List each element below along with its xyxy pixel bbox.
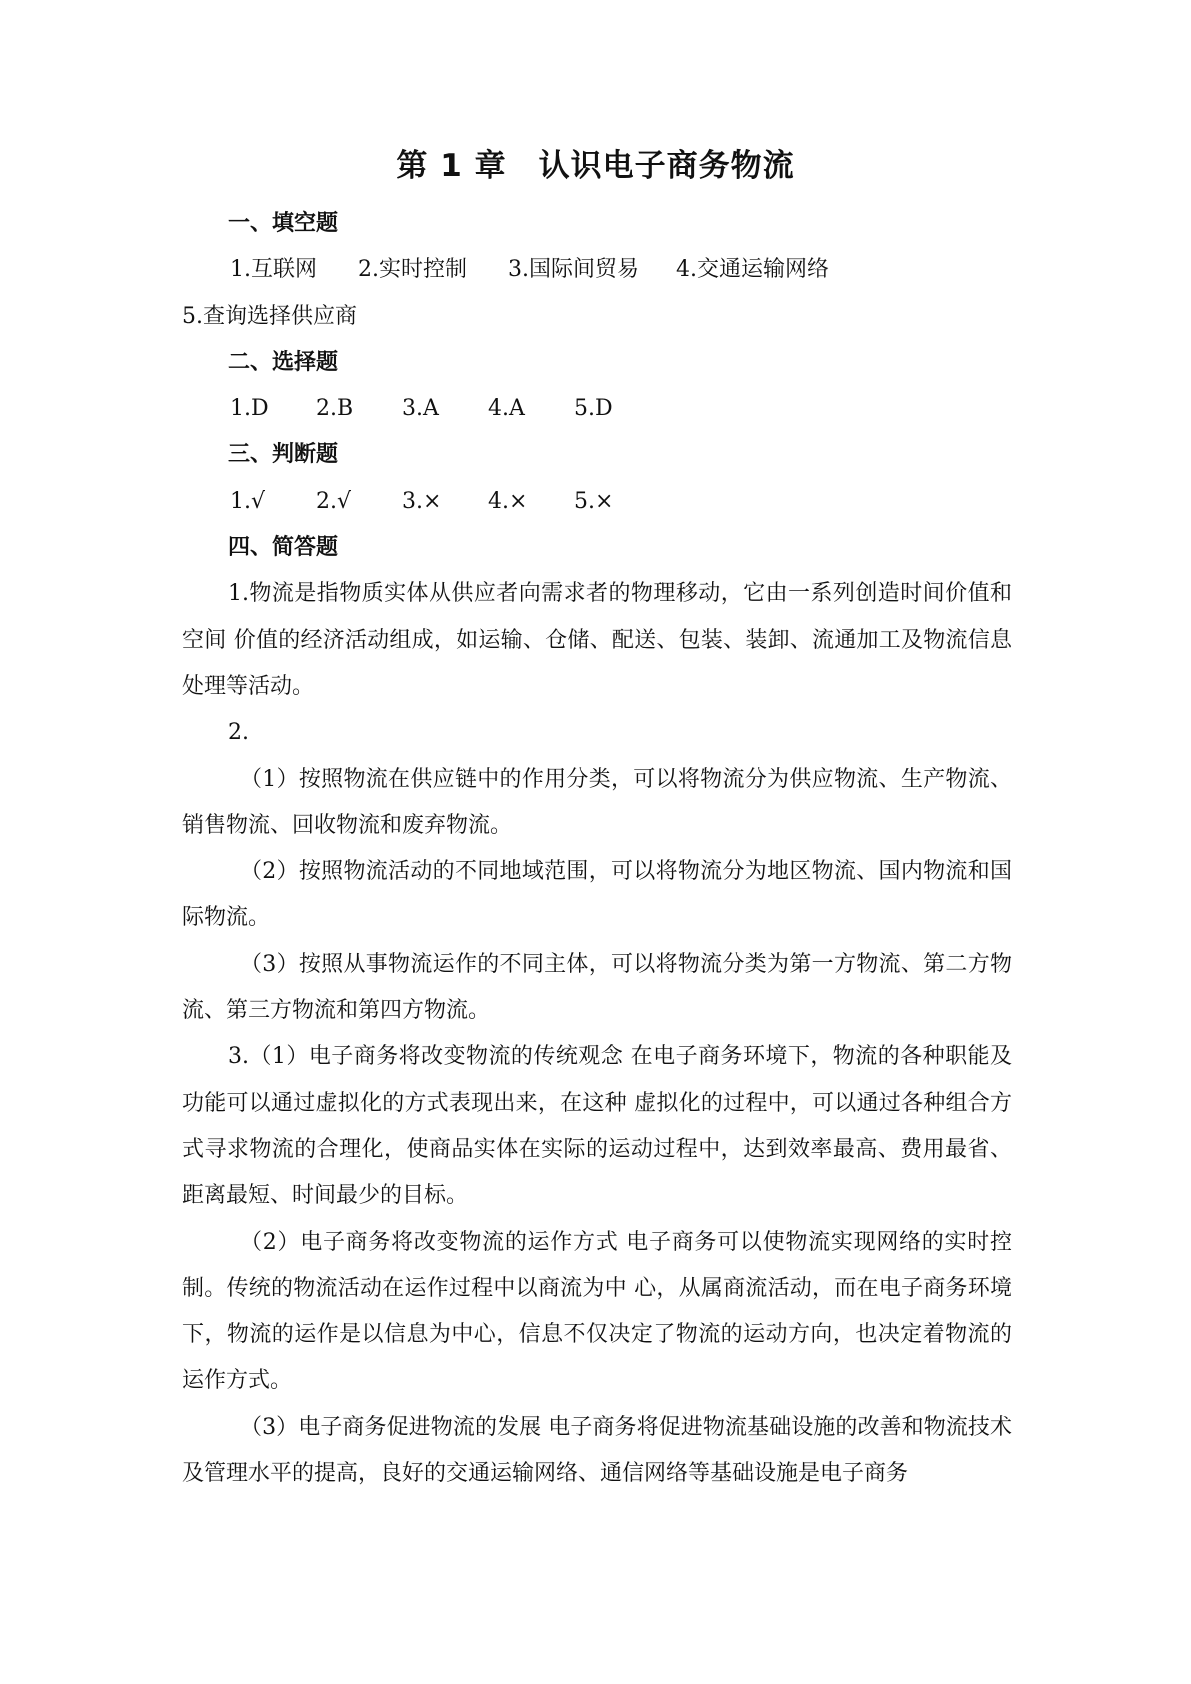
fill-blank-answer-5: 5.查询选择供应商	[182, 303, 357, 329]
short-answer-2-item: （2）按照物流活动的不同地域范围，可以将物流分为地区物流、国内物流和国际物流。	[182, 859, 1012, 931]
choice-answer: 3.A	[402, 396, 439, 422]
choice-answer: 5.D	[574, 396, 613, 422]
short-answer-3-item: 3.（1）电子商务将改变物流的传统观念 在电子商务环境下，物流的各种职能及功能可以通过虚拟化的方式表现出来，在这种 虚拟化的过程中，可以通过各种组合方式寻求物流的合理化，使商品实体在实际的运动过程中，达到效率最高、费用最省、距离最短、时间最少的目标。	[182, 1044, 1012, 1209]
chapter-title: 第 1 章 认识电子商务物流	[396, 148, 795, 184]
section-heading-judgement: 三、判断题	[228, 442, 339, 468]
short-answer-2-item: （1）按照物流在供应链中的作用分类，可以将物流分为供应物流、生产物流、销售物流、回收物流和废弃物流。	[182, 766, 1012, 838]
judgement-answer: 5.×	[574, 488, 614, 514]
choice-answer: 4.A	[488, 396, 525, 422]
fill-blank-answer: 3.国际间贸易	[508, 257, 639, 283]
short-answer-2-label: 2.	[228, 720, 249, 746]
judgement-answers	[182, 479, 1012, 525]
judgement-answer: 2.√	[316, 488, 352, 514]
document-body	[182, 201, 1012, 1497]
judgement-answer: 3.×	[402, 488, 442, 514]
section-heading-fill-blank: 一、填空题	[228, 211, 339, 236]
short-answer-3-item: （2）电子商务将改变物流的运作方式 电子商务可以使物流实现网络的实时控制。传统的物流活动在运作过程中以商流为中 心，从属商流活动，而在电子商务环境下，物流的运作是以信息为中心，信息不仅决定了物流的运动方向，也决定着物流的运作方式。	[182, 1229, 1012, 1394]
short-answer-1: 1.物流是指物质实体从供应者向需求者的物理移动，它由一系列创造时间价值和空间 价值的经济活动组成，如运输、仓储、配送、包装、装卸、流通加工及物流信息处理等活动。	[182, 581, 1012, 699]
short-answer-2-item: （3）按照从事物流运作的不同主体，可以将物流分类为第一方物流、第二方物流、第三方物流和第四方物流。	[182, 951, 1012, 1024]
choice-answer: 2.B	[316, 396, 354, 422]
choice-answer: 1.D	[230, 396, 269, 422]
judgement-answer: 4.×	[488, 488, 528, 514]
fill-blank-answers	[182, 247, 1012, 293]
fill-blank-answer: 1.互联网	[230, 257, 317, 283]
fill-blank-answer: 2.实时控制	[358, 257, 467, 283]
short-answer-3-item: （3）电子商务促进物流的发展 电子商务将促进物流基础设施的改善和物流技术及管理水平的提高，良好的交通运输网络、通信网络等基础设施是电子商务	[182, 1414, 1012, 1487]
section-heading-short-answer: 四、简答题	[228, 535, 339, 561]
section-heading-choice: 二、选择题	[228, 349, 339, 375]
judgement-answer: 1.√	[230, 488, 266, 514]
choice-answers	[182, 386, 1012, 432]
fill-blank-answer: 4.交通运输网络	[676, 257, 829, 283]
